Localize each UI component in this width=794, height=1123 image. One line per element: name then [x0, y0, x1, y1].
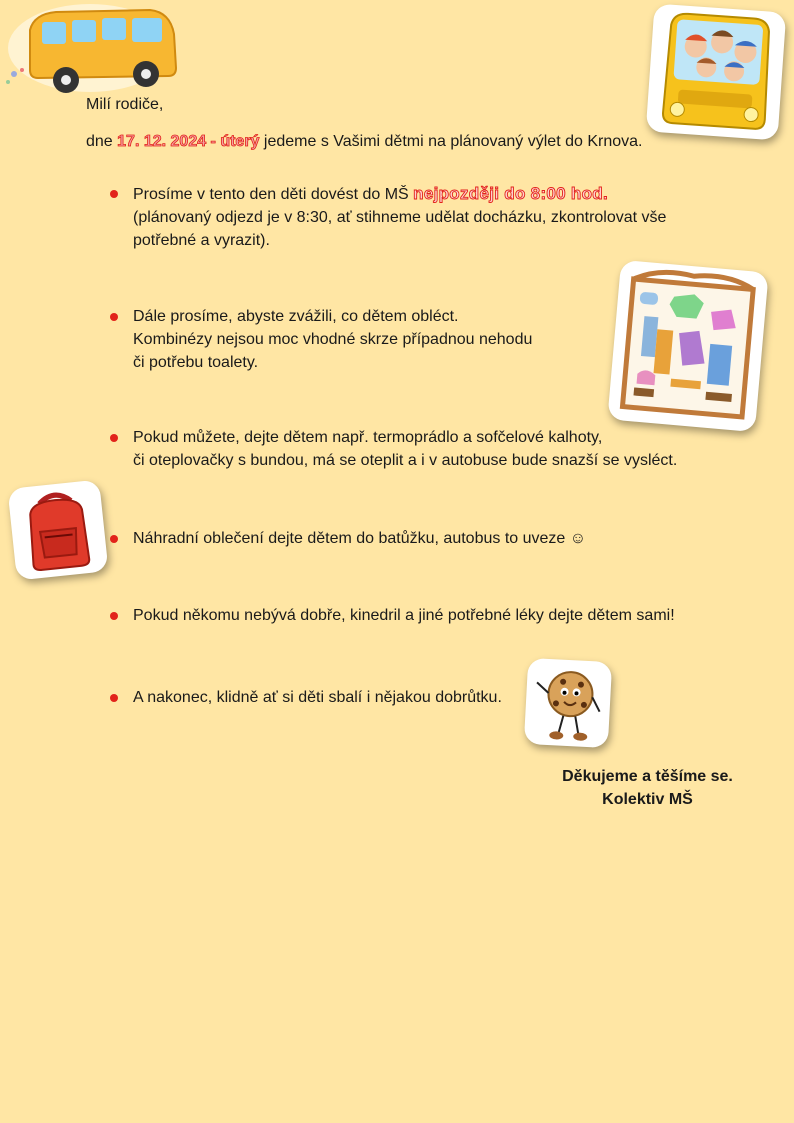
- bus-with-children-icon: [646, 4, 787, 141]
- bullet-2-line1: Dále prosíme, abyste zvážili, co dětem obléct.: [133, 308, 459, 325]
- backpack-sticker: [7, 479, 108, 580]
- list-item: [110, 182, 730, 252]
- bus-children-sticker: [646, 4, 787, 141]
- bullet-4-text: Náhradní oblečení dejte dětem do batůžku, autobus to uveze ☺: [133, 530, 587, 547]
- bullet-3-line2: či oteplovačky s bundou, má se oteplit a i v autobuse bude snazší se vysléct.: [133, 452, 678, 469]
- backpack-icon: [7, 479, 108, 580]
- closing-signature: Kolektiv MŠ: [602, 791, 693, 808]
- bullet-dot: [110, 535, 118, 543]
- cookie-sticker: [524, 658, 612, 748]
- list-item: [110, 305, 590, 374]
- list-item: [110, 686, 570, 709]
- trip-date: 17. 12. 2024 - úterý: [117, 133, 260, 150]
- bullet-1-line1: Prosíme v tento den děti dovést do MŠ: [133, 186, 414, 203]
- list-item: [110, 426, 750, 472]
- intro-suffix: jedeme s Vašimi dětmi na plánovaný výlet do Krnova.: [259, 133, 643, 150]
- closing-thanks: Děkujeme a těšíme se.: [562, 768, 733, 785]
- bullet-dot: [110, 612, 118, 620]
- wardrobe-sticker: [607, 260, 768, 432]
- bullet-dot: [110, 313, 118, 321]
- bullet-6-text: A nakonec, klidně ať si děti sbalí i nějakou dobrůtku.: [133, 689, 502, 706]
- cookie-character-icon: [524, 658, 612, 748]
- school-bus-icon: [0, 0, 185, 100]
- bullet-dot: [110, 434, 118, 442]
- greeting: Milí rodiče,: [86, 96, 164, 113]
- bullet-5-text: Pokud někomu nebývá dobře, kinedril a jiné potřebné léky dejte dětem sami!: [133, 607, 675, 624]
- bullet-2-line3: či potřebu toalety.: [133, 354, 259, 371]
- wardrobe-clothes-icon: [607, 260, 768, 432]
- bullet-dot: [110, 190, 118, 198]
- bullet-3-line1: Pokud můžete, dejte dětem např. termoprádlo a sofčelové kalhoty,: [133, 429, 603, 446]
- list-item: [110, 604, 750, 627]
- bullet-2-line2: Kombinézy nejsou moc vhodné skrze případnou nehodu: [133, 331, 533, 348]
- deadline-highlight: nejpozději do 8:00 hod.: [413, 184, 609, 203]
- intro-prefix: dne: [86, 133, 118, 150]
- bullet-dot: [110, 694, 118, 702]
- intro-line: [86, 133, 642, 151]
- closing: [540, 765, 755, 811]
- list-item: [110, 527, 670, 550]
- bullet-1-line2: (plánovaný odjezd je v 8:30, ať stihneme udělat docházku, zkontrolovat vše potřebné a vyrazit).: [133, 209, 667, 249]
